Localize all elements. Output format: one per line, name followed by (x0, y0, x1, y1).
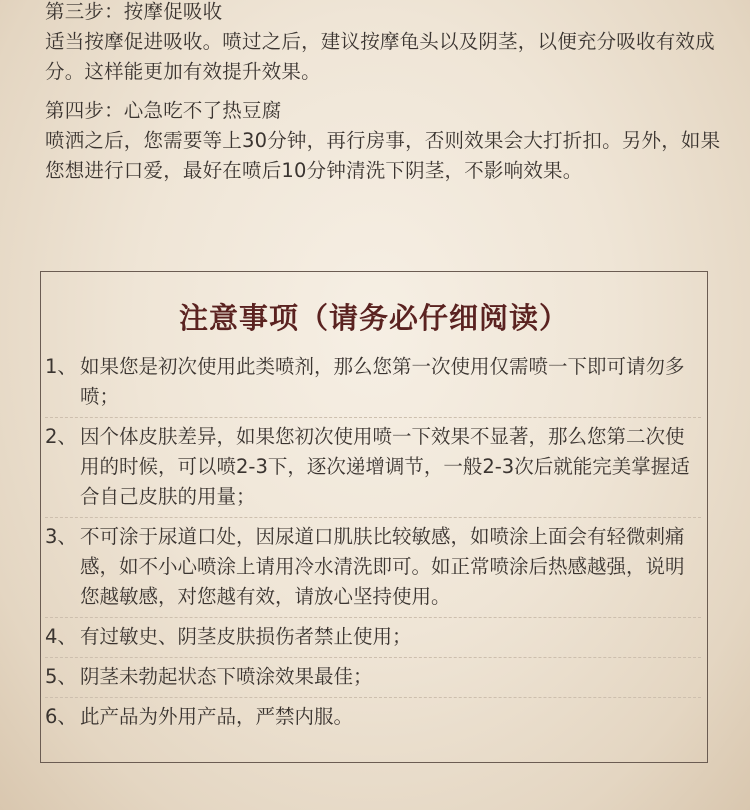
step-3-title: 第三步：按摩促吸收 (45, 0, 223, 23)
notice-item (45, 352, 701, 417)
notice-item (45, 697, 701, 737)
notice-item-text: 因个体皮肤差异，如果您初次使用喷一下效果不显著，那么您第二次使用的时候，可以喷2-3下，逐次递增调节，一般2-3次后就能完美掌握适合自己皮肤的用量； (80, 425, 690, 508)
step-4-title: 第四步：心急吃不了热豆腐 (45, 99, 282, 122)
notice-item (45, 617, 701, 657)
step-3 (45, 0, 735, 87)
notice-item-text: 此产品为外用产品，严禁内服。 (80, 705, 354, 728)
notice-list (45, 352, 701, 737)
notice-item-number: 1、 (45, 355, 77, 378)
step-4-body: 喷洒之后，您需要等上30分钟，再行房事，否则效果会大打折扣。另外，如果您想进行口爱，最好在喷后10分钟清洗下阴茎，不影响效果。 (45, 129, 721, 182)
notice-item (45, 417, 701, 517)
notice-box (40, 271, 708, 763)
notice-item-number: 4、 (45, 625, 77, 648)
notice-item-text: 阴茎未勃起状态下喷涂效果最佳； (80, 665, 373, 688)
notice-item-text: 如果您是初次使用此类喷剂，那么您第一次使用仅需喷一下即可请勿多喷； (80, 355, 685, 408)
notice-item-number: 6、 (45, 705, 77, 728)
notice-item-number: 3、 (45, 525, 77, 548)
step-3-body: 适当按摩促进吸收。喷过之后，建议按摩龟头以及阴茎，以便充分吸收有效成分。这样能更加有效提升效果。 (45, 30, 715, 83)
notice-item-text: 不可涂于尿道口处，因尿道口肌肤比较敏感，如喷涂上面会有轻微刺痛感，如不小心喷涂上请用冷水清洗即可。如正常喷涂后热感越强，说明您越敏感，对您越有效，请放心坚持使用。 (80, 525, 685, 608)
notice-item (45, 517, 701, 617)
notice-item-number: 2、 (45, 425, 77, 448)
notice-item-number: 5、 (45, 665, 77, 688)
notice-item-text: 有过敏史、阴茎皮肤损伤者禁止使用； (80, 625, 412, 648)
notice-title: 注意事项（请务必仔细阅读） (178, 301, 569, 335)
notice-item (45, 657, 701, 697)
step-4 (45, 96, 735, 186)
